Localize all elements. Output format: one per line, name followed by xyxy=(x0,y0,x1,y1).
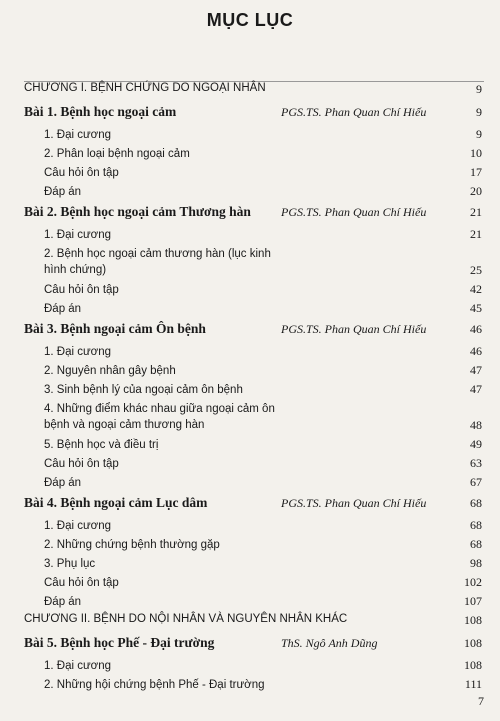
toc-entry-page: 111 xyxy=(464,677,482,691)
toc-entry-label: 2. Nguyên nhân gây bệnh xyxy=(44,365,176,377)
toc-entry-label: Đáp án xyxy=(44,303,82,315)
toc-entry-page: 68 xyxy=(470,496,482,510)
toc-entry-author: PGS.TS. Phan Quan Chí Hiếu xyxy=(281,322,427,336)
toc-entry-item xyxy=(0,225,500,244)
toc-entry-label: 3. Phụ lục xyxy=(44,558,96,570)
toc-entry-label: 1. Đại cương xyxy=(44,520,112,532)
toc-entry-page: 46 xyxy=(470,344,482,358)
toc-entry-item xyxy=(0,280,500,299)
toc-entry-label: 4. Những điểm khác nhau giữa ngoại cảm ôn bệnh và ngoại cảm thương hàn xyxy=(44,403,275,431)
toc-entry-page: 20 xyxy=(470,184,482,198)
toc-entry-page: 49 xyxy=(470,437,482,451)
toc-entry-page: 10 xyxy=(470,146,482,160)
toc-entry-lesson xyxy=(0,492,500,516)
toc-entry-lesson xyxy=(0,201,500,225)
toc-entry-page: 21 xyxy=(470,205,482,219)
toc-entry-item xyxy=(0,473,500,492)
page-number-folio: 7 xyxy=(478,694,484,708)
toc-entry-label: 5. Bệnh học và điều trị xyxy=(44,439,159,451)
toc-entry-page: 48 xyxy=(470,418,482,432)
toc-entry-item xyxy=(0,435,500,454)
toc-entry-page: 108 xyxy=(464,658,482,672)
toc-entry-label: 1. Đại cương xyxy=(44,129,112,141)
toc-entry-page: 98 xyxy=(470,556,482,570)
toc-entry-label: CHƯƠNG II. BỆNH DO NỘI NHÂN VÀ NGUYÊN NHÂN KHÁC xyxy=(24,613,348,625)
toc-entry-label: Bài 3. Bệnh ngoại cảm Ôn bệnh xyxy=(24,321,206,336)
toc-entry-page: 45 xyxy=(470,301,482,315)
toc-entry-label: 2. Những hội chứng bệnh Phế - Đại trường xyxy=(44,679,265,691)
toc-entry-label: Câu hỏi ôn tập xyxy=(44,284,119,296)
toc-entry-author: PGS.TS. Phan Quan Chí Hiếu xyxy=(281,105,427,119)
toc-entry-label: 2. Những chứng bệnh thường gặp xyxy=(44,539,220,551)
toc-entry-label: 2. Bệnh học ngoại cảm thương hàn (lục kinh hình chứng) xyxy=(44,248,271,276)
toc-entry-item xyxy=(0,163,500,182)
toc-entry-page: 102 xyxy=(464,575,482,589)
toc-entry-label: 3. Sinh bệnh lý của ngoại cảm ôn bệnh xyxy=(44,384,243,396)
toc-entry-item xyxy=(0,516,500,535)
toc-entry-page: 21 xyxy=(470,227,482,241)
toc-entry-page: 17 xyxy=(470,165,482,179)
toc-entry-item xyxy=(0,454,500,473)
table-of-contents xyxy=(0,80,500,694)
toc-entry-label: Đáp án xyxy=(44,186,82,198)
toc-entry-page: 68 xyxy=(470,537,482,551)
toc-entry-page: 67 xyxy=(470,475,482,489)
toc-entry-chapter xyxy=(0,611,500,632)
toc-entry-chapter xyxy=(0,80,500,101)
toc-entry-label: CHƯƠNG I. BỆNH CHỨNG DO NGOẠI NHÂN xyxy=(24,82,266,94)
toc-entry-page: 9 xyxy=(476,105,482,119)
toc-entry-label: 2. Phân loại bệnh ngoại cảm xyxy=(44,148,190,160)
toc-entry-item xyxy=(0,380,500,399)
toc-entry-page: 108 xyxy=(464,636,482,650)
toc-entry-item xyxy=(0,656,500,675)
toc-entry-lesson xyxy=(0,318,500,342)
toc-entry-author: ThS. Ngô Anh Dũng xyxy=(281,636,378,650)
toc-entry-page: 9 xyxy=(476,82,482,96)
toc-entry-item xyxy=(0,342,500,361)
toc-entry-item xyxy=(0,144,500,163)
toc-entry-item xyxy=(0,675,500,694)
toc-entry-lesson xyxy=(0,101,500,125)
toc-entry-item xyxy=(0,361,500,380)
toc-entry-label: Câu hỏi ôn tập xyxy=(44,577,119,589)
toc-entry-author: PGS.TS. Phan Quan Chí Hiếu xyxy=(281,205,427,219)
toc-entry-lesson xyxy=(0,632,500,656)
toc-entry-label: Câu hỏi ôn tập xyxy=(44,167,119,179)
toc-entry-label: Bài 5. Bệnh học Phế - Đại trường xyxy=(24,635,215,650)
toc-entry-label: 1. Đại cương xyxy=(44,346,112,358)
toc-entry-item xyxy=(0,182,500,201)
toc-entry-page: 47 xyxy=(470,363,482,377)
toc-entry-item xyxy=(0,299,500,318)
toc-entry-item xyxy=(0,125,500,144)
toc-entry-page: 107 xyxy=(464,594,482,608)
toc-entry-page: 25 xyxy=(470,263,482,277)
toc-entry-page: 47 xyxy=(470,382,482,396)
toc-entry-page: 108 xyxy=(464,613,482,627)
toc-entry-label: 1. Đại cương xyxy=(44,229,112,241)
toc-entry-label: Đáp án xyxy=(44,596,82,608)
toc-entry-label: 1. Đại cương xyxy=(44,660,112,672)
toc-entry-page: 63 xyxy=(470,456,482,470)
toc-entry-page: 42 xyxy=(470,282,482,296)
toc-entry-page: 46 xyxy=(470,322,482,336)
toc-entry-label: Bài 4. Bệnh ngoại cảm Lục dâm xyxy=(24,495,208,510)
toc-entry-item xyxy=(0,535,500,554)
toc-entry-item2 xyxy=(0,244,500,280)
toc-entry-page: 68 xyxy=(470,518,482,532)
toc-entry-label: Bài 1. Bệnh học ngoại cảm xyxy=(24,104,177,119)
toc-entry-label: Câu hỏi ôn tập xyxy=(44,458,119,470)
toc-entry-label: Bài 2. Bệnh học ngoại cảm Thương hàn xyxy=(24,204,251,219)
toc-entry-item xyxy=(0,573,500,592)
toc-entry-label: Đáp án xyxy=(44,477,82,489)
toc-entry-item2 xyxy=(0,399,500,435)
toc-entry-page: 9 xyxy=(476,127,482,141)
toc-entry-author: PGS.TS. Phan Quan Chí Hiếu xyxy=(281,496,427,510)
page-title: MỤC LỤC xyxy=(206,10,294,30)
toc-entry-item xyxy=(0,554,500,573)
toc-entry-item xyxy=(0,592,500,611)
